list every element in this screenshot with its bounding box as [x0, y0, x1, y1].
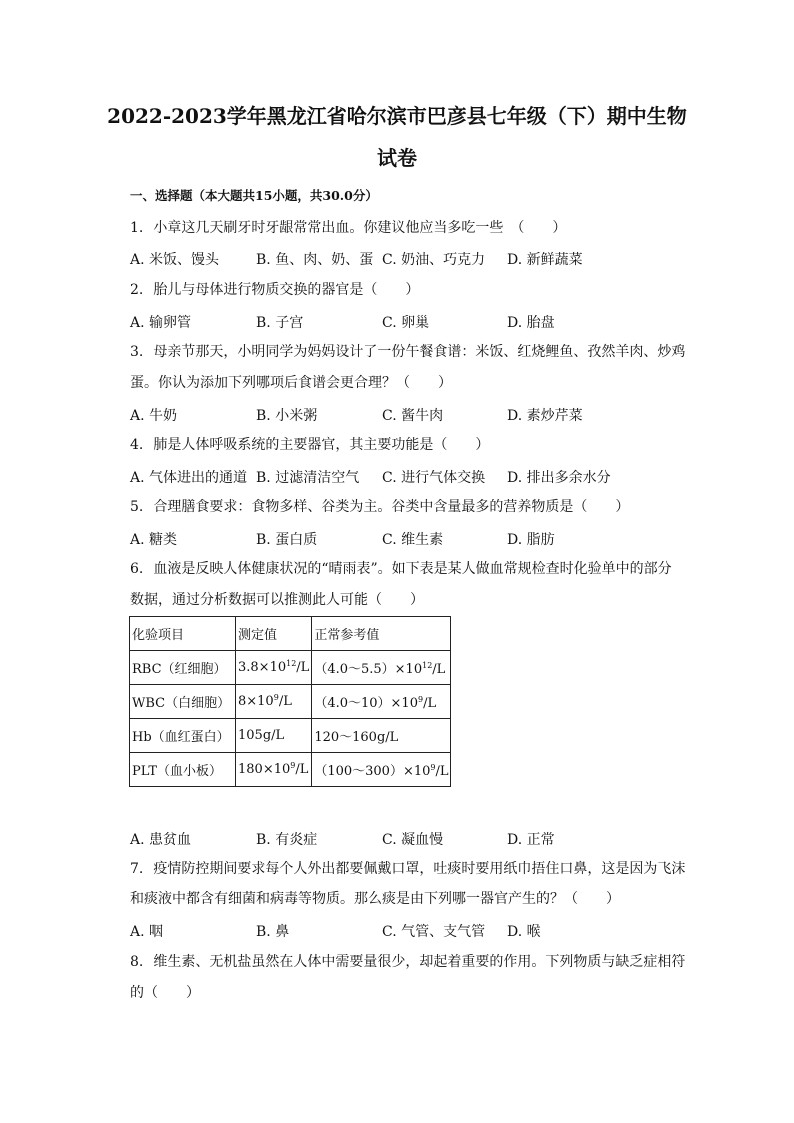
exam-title-line-2: 试卷 [377, 146, 417, 170]
option-c[interactable]: C. 进行气体交换 [382, 470, 486, 486]
table-cell-item: RBC（红细胞） [130, 651, 236, 685]
option-a[interactable]: A. 输卵管 [130, 315, 192, 331]
question-text: 胎儿与母体进行物质交换的器官是（ ） [153, 282, 420, 298]
question-3 [130, 343, 686, 361]
option-d[interactable]: D. 排出多余水分 [507, 470, 611, 486]
option-a[interactable]: A. 米饭、馒头 [130, 252, 220, 268]
section-heading: 一、选择题（本大题共15小题，共30.0分） [130, 188, 378, 203]
question-number: 6. [130, 561, 144, 577]
question-4 [130, 436, 670, 454]
question-2 [130, 281, 670, 299]
question-3-continued [130, 374, 670, 392]
table-header-cell: 测定值 [236, 617, 312, 651]
table-header-row [130, 617, 451, 651]
option-a[interactable]: A. 牛奶 [130, 408, 178, 424]
option-d[interactable]: D. 新鲜蔬菜 [507, 252, 583, 268]
question-number: 1. [130, 220, 144, 236]
table-cell-reference: $(4.0\sim 5.5)\times 10^{12}/L$ [312, 651, 451, 685]
option-c[interactable]: C. 凝血慢 [382, 832, 444, 848]
question-7 [130, 860, 686, 878]
option-b[interactable]: B. 过滤清洁空气 [256, 470, 360, 486]
question-1 [130, 219, 670, 237]
question-text: 维生素、无机盐虽然在人体中需要量很少，却起着重要的作用。下列物质与缺乏症相符 [153, 954, 686, 970]
exam-title-line-1: 2022-2023学年黑龙江省哈尔滨市巴彦县七年级（下）期中生物 [107, 104, 687, 128]
table-row [130, 719, 451, 753]
question-number: 7. [130, 861, 144, 877]
question-7-options [130, 921, 650, 939]
blood-test-table [129, 616, 451, 787]
option-c[interactable]: C. 酱牛肉 [382, 408, 444, 424]
table-cell-measured: $180\times 10^9/L$ [236, 753, 312, 787]
table-cell-item: WBC（白细胞） [130, 685, 236, 719]
table-row [130, 685, 451, 719]
question-6-continued [130, 591, 670, 609]
option-b[interactable]: B. 鼻 [256, 924, 290, 940]
question-number: 4. [130, 437, 144, 453]
table-row [130, 753, 451, 787]
option-c[interactable]: C. 卵巢 [382, 315, 430, 331]
option-b[interactable]: B. 有炎症 [256, 832, 318, 848]
table-row [130, 651, 451, 685]
table-cell-reference: $(4.0\sim 10)\times 10^9/L$ [312, 685, 451, 719]
option-b[interactable]: B. 鱼、肉、奶、蛋 [256, 252, 374, 268]
option-a[interactable]: A. 患贫血 [130, 832, 192, 848]
option-d[interactable]: D. 脂肪 [507, 532, 555, 548]
question-6-options [130, 829, 650, 847]
table-header-cell: 正常参考值 [312, 617, 451, 651]
question-text: 母亲节那天，小明同学为妈妈设计了一份午餐食谱：米饭、红烧鲤鱼、孜然羊肉、炒鸡 [153, 344, 686, 360]
option-c[interactable]: C. 气管、支气管 [382, 924, 486, 940]
question-3-options [130, 405, 650, 423]
option-b[interactable]: B. 蛋白质 [256, 532, 318, 548]
question-text: 和痰液中都含有细菌和病毒等物质。那么痰是由下列哪一器官产生的？（ ） [130, 891, 620, 907]
question-8-continued [130, 984, 670, 1002]
option-a[interactable]: A. 气体进出的通道 [130, 470, 248, 486]
question-number: 8. [130, 954, 144, 970]
question-number: 3. [130, 344, 144, 360]
question-text: 肺是人体呼吸系统的主要器官，其主要功能是（ ） [153, 437, 490, 453]
question-6 [130, 560, 670, 578]
table-cell-measured: $3.8\times 10^{12}/L$ [236, 651, 312, 685]
table-cell-reference: 120～160g/L [312, 719, 451, 753]
question-4-options [130, 467, 650, 485]
table-cell-measured: 105g/L [236, 719, 312, 753]
option-d[interactable]: D. 胎盘 [507, 315, 555, 331]
table-cell-reference: $(100\sim 300)\times 10^9/L$ [312, 753, 451, 787]
question-1-options [130, 249, 650, 267]
question-7-continued [130, 890, 670, 908]
option-d[interactable]: D. 正常 [507, 832, 555, 848]
question-5-options [130, 529, 650, 547]
question-text: 数据，通过分析数据可以推测此人可能（ ） [130, 592, 424, 608]
option-a[interactable]: A. 咽 [130, 924, 164, 940]
question-5 [130, 498, 670, 516]
question-text: 小章这几天刷牙时牙龈常常出血。你建议他应当多吃一些 （ ） [153, 220, 567, 236]
question-number: 5. [130, 499, 144, 515]
question-text: 的（ ） [130, 985, 200, 1001]
table-cell-item: Hb（血红蛋白） [130, 719, 236, 753]
table-header-cell: 化验项目 [130, 617, 236, 651]
table-cell-measured: $8\times 10^9/L$ [236, 685, 312, 719]
question-2-options [130, 312, 650, 330]
option-a[interactable]: A. 糖类 [130, 532, 178, 548]
option-d[interactable]: D. 素炒芹菜 [507, 408, 583, 424]
table-cell-item: PLT（血小板） [130, 753, 236, 787]
option-d[interactable]: D. 喉 [507, 924, 541, 940]
option-b[interactable]: B. 子宫 [256, 315, 304, 331]
question-text: 疫情防控期间要求每个人外出都要佩戴口罩，吐痰时要用纸巾捂住口鼻，这是因为飞沫 [153, 861, 686, 877]
option-c[interactable]: C. 维生素 [382, 532, 444, 548]
option-c[interactable]: C. 奶油、巧克力 [382, 252, 486, 268]
question-text: 血液是反映人体健康状况的“晴雨表”。如下表是某人做血常规检查时化验单中的部分 [153, 561, 672, 577]
question-number: 2. [130, 282, 144, 298]
question-text: 合理膳食要求：食物多样、谷类为主。谷类中含量最多的营养物质是（ ） [153, 499, 630, 515]
question-text: 蛋。你认为添加下列哪项后食谱会更合理？（ ） [130, 375, 452, 391]
option-b[interactable]: B. 小米粥 [256, 408, 318, 424]
question-8 [130, 953, 686, 971]
